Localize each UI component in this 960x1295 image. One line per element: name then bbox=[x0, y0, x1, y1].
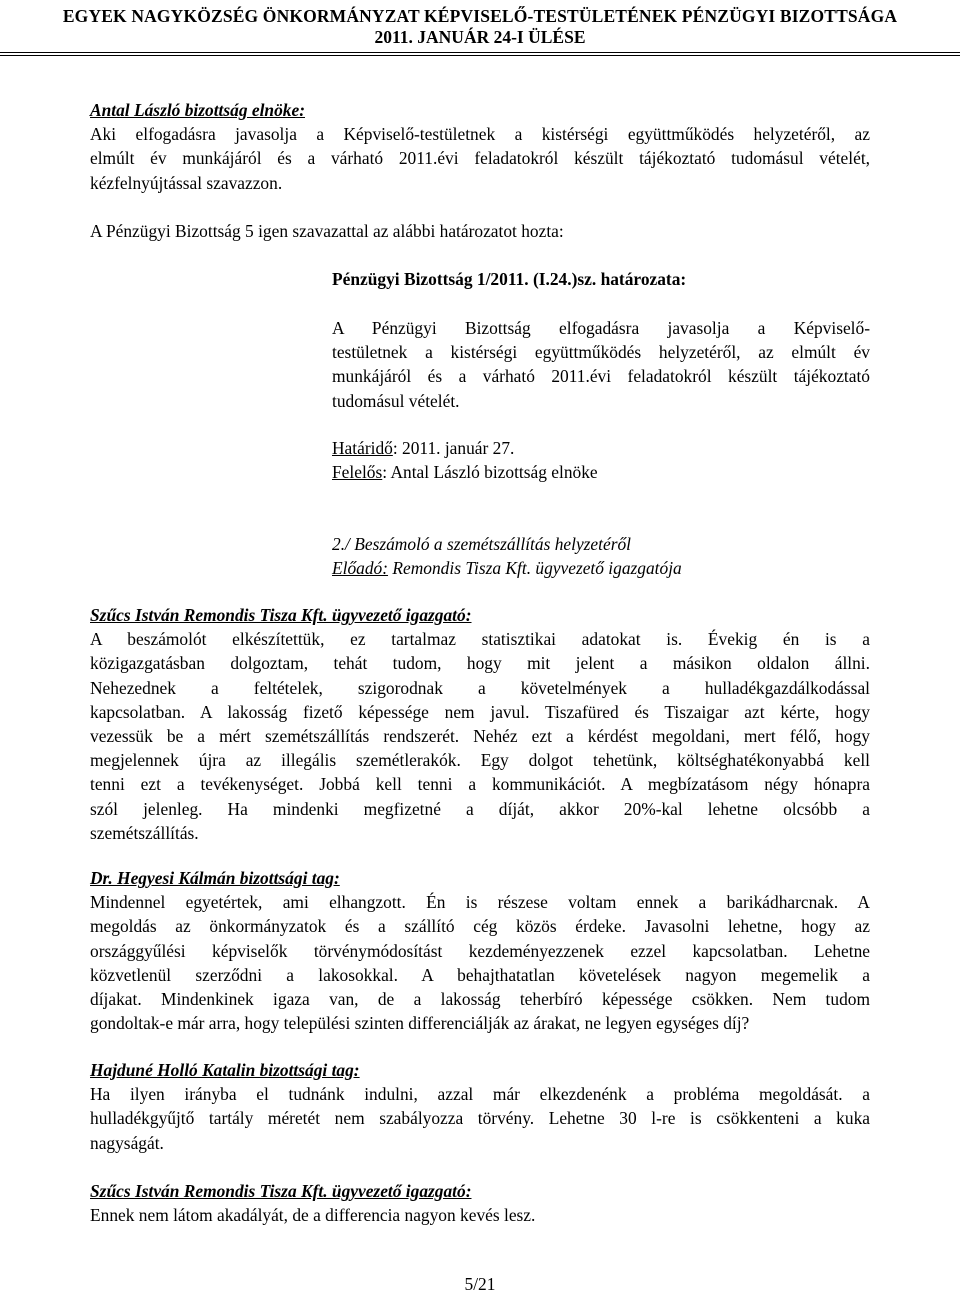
resolution-line: tudomásul vételét. bbox=[332, 390, 460, 411]
speech-line: vezessük be a mért szemétszállítás rendszerét. Nehéz ezt a kérdést megoldani, mert félő, hogy bbox=[90, 726, 870, 747]
speaker-name: Szűcs István Remondis Tisza Kft. ügyvezető igazgató: bbox=[90, 1181, 472, 1201]
resolution-line: testületnek a kistérségi együttműködés helyzetéről, az elmúlt év bbox=[332, 342, 870, 363]
vote-text: A Pénzügyi Bizottság 5 igen szavazattal az alábbi határozatot hozta: bbox=[90, 221, 564, 241]
resolution-line: A Pénzügyi Bizottság elfogadásra javasolja a Képviselő- bbox=[332, 318, 870, 338]
speaker-name: Hajduné Holló Katalin bizottsági tag: bbox=[90, 1060, 360, 1080]
speech-line: nagyságát. bbox=[90, 1132, 164, 1153]
resolution-title-text: Pénzügyi Bizottság 1/2011. (I.24.)sz. határozata: bbox=[332, 269, 687, 289]
header-rule-top bbox=[0, 52, 960, 53]
speech-line: hulladékgyűjtő tartály méretét nem szabályozza törvény. Lehetne 30 l-re is csökkenteni a kuka bbox=[90, 1108, 870, 1129]
resolution-body bbox=[332, 316, 870, 413]
speech-line: Aki elfogadásra javasolja a Képviselő-testületnek a kistérségi együttműködés helyzetéről, az bbox=[90, 124, 870, 145]
hegyesi-speech bbox=[90, 866, 870, 1035]
speech-line: Nehezednek a feltételek, szigorodnak a követelmények a hulladékgazdálkodással bbox=[90, 677, 870, 698]
speaker-name: Szűcs István Remondis Tisza Kft. ügyvezető igazgató: bbox=[90, 605, 472, 625]
resolution-meta bbox=[332, 436, 870, 484]
page-number: 5/21 bbox=[464, 1274, 496, 1294]
speaker-name: Antal László bizottság elnöke: bbox=[90, 100, 305, 120]
responsible-label: Felelős bbox=[332, 462, 383, 483]
speech-line: Mindennel egyetértek, ami elhangzott. Én is részese voltam ennek a barikádharcnak. A bbox=[90, 892, 870, 913]
agenda-title: 2./ Beszámoló a szemétszállítás helyzetéről bbox=[332, 534, 631, 554]
speech-line: A beszámolót elkészítettük, ez tartalmaz statisztikai adatokat is. Évekig én is a bbox=[90, 629, 870, 650]
speech-line: országgyűlési képviselők törvénymódosítást kezdeményezzenek ezzel kapcsolatban. Lehetne bbox=[90, 940, 870, 961]
director-reply bbox=[90, 1179, 870, 1227]
resolution-line: munkájáról és a várható 2011.évi feladatokról készült tájékoztató bbox=[332, 366, 870, 387]
speech-line: tenni ezt a tevékenységet. Jobbá kell tenni a kommunikációt. A megbízatásom négy hónapra bbox=[90, 774, 870, 795]
deadline-row bbox=[332, 436, 870, 460]
header-rule-bottom bbox=[0, 55, 960, 56]
agenda-item-2 bbox=[332, 532, 870, 580]
presenter-row bbox=[332, 556, 870, 580]
resolution-title bbox=[332, 267, 870, 291]
responsible-value: : Antal László bizottság elnöke bbox=[382, 462, 598, 483]
responsible-row bbox=[332, 460, 870, 484]
speech-line: szemétszállítás. bbox=[90, 822, 199, 843]
speech-line: megoldás az önkormányzatok és a szállító cég közös érdeke. Javasolni lehetne, hogy az bbox=[90, 916, 870, 937]
hajdune-speech bbox=[90, 1058, 870, 1155]
speech-line: kézfelnyújtással szavazzon. bbox=[90, 172, 283, 193]
speech-line: kapcsolatban. A lakosság fizető képessége nem javul. Tiszafüred és Tiszaigar azt kérte, hogy bbox=[90, 701, 870, 722]
deadline-value: : 2011. január 27. bbox=[392, 438, 515, 458]
presenter-label: Előadó: bbox=[332, 558, 389, 579]
speech-line: megjelennek újra az illegális szemétlerakók. Egy dolgot tehetünk, költséghatékonyabbá kell bbox=[90, 750, 870, 771]
speech-line: díjakat. Mindenkinek igaza van, de a lakosság teherbíró képessége csökken. Nem tudom bbox=[90, 989, 870, 1010]
chair-speech bbox=[90, 98, 870, 195]
speech-line: elmúlt év munkájáról és a várható 2011.évi feladatokról készült tájékoztató tudomásul vételét, bbox=[90, 148, 870, 169]
speech-line: szól jelenleg. Ha mindenki megfizetné a díját, akkor 20%-kal lehetne olcsóbb a bbox=[90, 798, 870, 819]
deadline-label: Határidő bbox=[332, 438, 393, 458]
director-speech bbox=[90, 603, 870, 845]
speech-line: közigazgatásban dolgoztam, tehát tudom, hogy mit jelent a másikon oldalon állni. bbox=[90, 653, 870, 674]
speech-line: közvetlenül szerződni a lakosokkal. A behajthatatlan követelések nagyon megemelik a bbox=[90, 964, 870, 985]
presenter-value: Remondis Tisza Kft. ügyvezető igazgatója bbox=[388, 558, 682, 579]
speech-line: gondoltak-e már arra, hogy települési szinten differenciálják az árakat, ne legyen egységes díj? bbox=[90, 1013, 750, 1034]
header-title: EGYEK NAGYKÖZSÉG ÖNKORMÁNYZAT KÉPVISELŐ-TESTÜLETÉNEK PÉNZÜGYI BIZOTTSÁGA bbox=[62, 6, 898, 26]
vote-statement bbox=[90, 219, 870, 243]
speech-line: Ennek nem látom akadályát, de a differencia nagyon kevés lesz. bbox=[90, 1205, 536, 1226]
speech-line: Ha ilyen irányba el tudnánk indulni, azzal már elkezdenénk a probléma megoldását. a bbox=[90, 1084, 870, 1105]
header-subtitle: 2011. JANUÁR 24-I ÜLÉSE bbox=[374, 27, 586, 47]
speaker-name: Dr. Hegyesi Kálmán bizottsági tag: bbox=[90, 868, 340, 888]
